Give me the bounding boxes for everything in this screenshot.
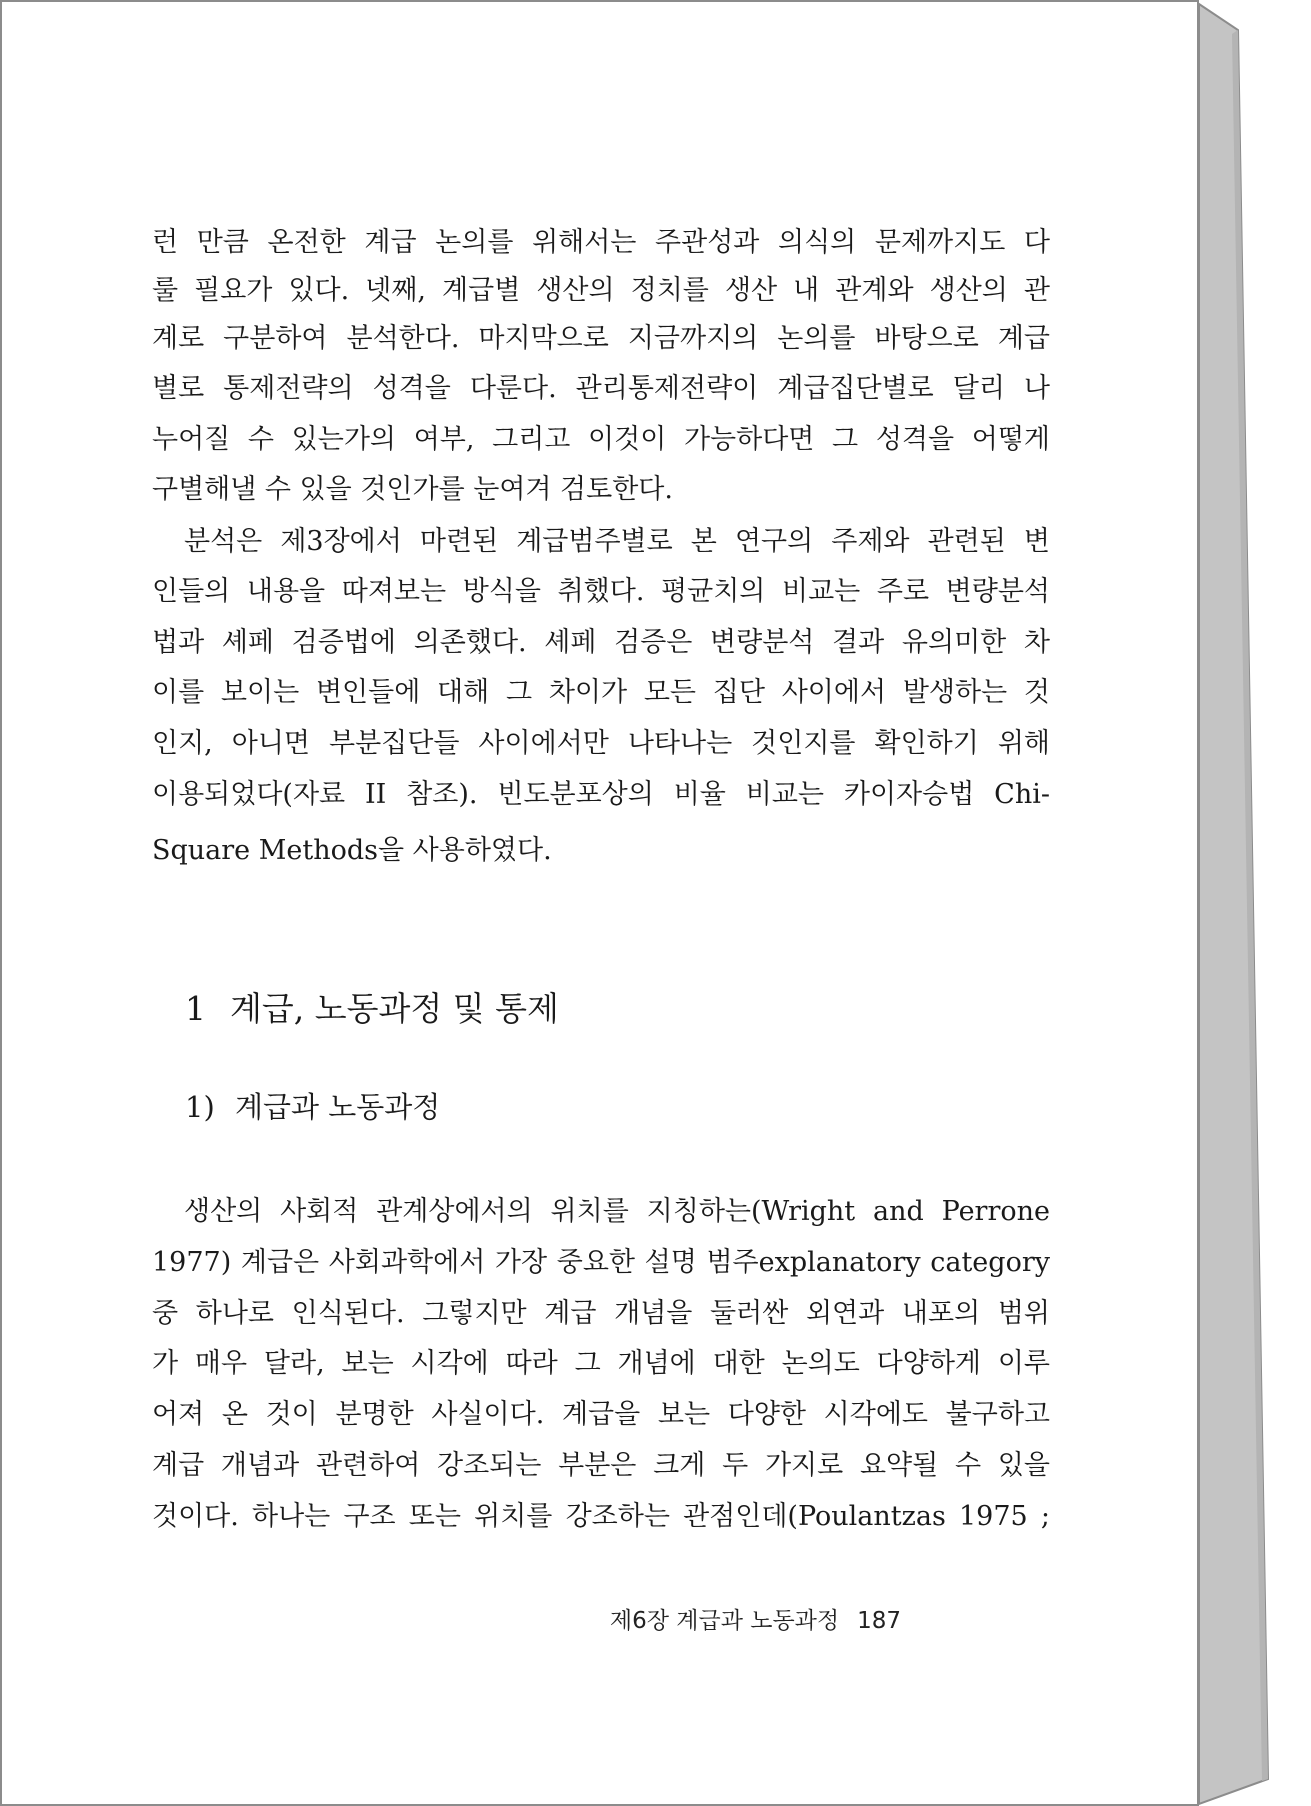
text-line: 가 매우 달라, 보는 시각에 따라 그 개념에 대한 논의도 다양하게 이루 (152, 1348, 1050, 1379)
section-heading (185, 987, 559, 1031)
page-footer (610, 1606, 901, 1636)
subsection-number: 1) (185, 1090, 215, 1124)
subsection-heading (185, 1087, 440, 1127)
text-line: 구별해낼 수 있을 것인가를 눈여겨 검토한다. (152, 474, 673, 505)
text-line: 1977) 계급은 사회과학에서 가장 중요한 설명 범주explanatory category (152, 1247, 1050, 1278)
text-line: 누어질 수 있는가의 여부, 그리고 이것이 가능하다면 그 성격을 어떻게 (152, 424, 1050, 455)
text-line: 런 만큼 온전한 계급 논의를 위해서는 주관성과 의식의 문제까지도 다 (152, 227, 1050, 258)
running-chapter-title: 제6장 계급과 노동과정 (609, 1608, 840, 1634)
text-line: 계로 구분하여 분석한다. 마지막으로 지금까지의 논의를 바탕으로 계급 (152, 323, 1050, 354)
text-line: 계급 개념과 관련하여 강조되는 부분은 크게 두 가지로 요약될 수 있을 (152, 1450, 1050, 1481)
text-line: 생산의 사회적 관계상에서의 위치를 지칭하는(Wright and Perrone (184, 1196, 1050, 1227)
page-number: 187 (857, 1608, 901, 1634)
text-line: 이용되었다(자료 II 참조). 빈도분포상의 비율 비교는 카이자승법 Chi- (152, 779, 1050, 810)
text-line: 인지, 아니면 부분집단들 사이에서만 나타나는 것인지를 확인하기 위해 (152, 728, 1050, 759)
text-line: 분석은 제3장에서 마련된 계급범주별로 본 연구의 주제와 관련된 변 (184, 526, 1050, 557)
text-line: 별로 통제전략의 성격을 다룬다. 관리통제전략이 계급집단별로 달리 나 (152, 373, 1050, 404)
text-line: 룰 필요가 있다. 넷째, 계급별 생산의 정치를 생산 내 관계와 생산의 관 (152, 275, 1050, 306)
text-line: 이를 보이는 변인들에 대해 그 차이가 모든 집단 사이에서 발생하는 것 (152, 677, 1050, 708)
text-line: Square Methods을 사용하였다. (152, 835, 552, 866)
section-title: 계급, 노동과정 및 통제 (230, 989, 559, 1028)
section-number: 1 (185, 989, 206, 1028)
text-line: 법과 셰페 검증법에 의존했다. 셰페 검증은 변량분석 결과 유의미한 차 (152, 627, 1050, 658)
subsection-title: 계급과 노동과정 (235, 1090, 441, 1124)
text-line: 중 하나로 인식된다. 그렇지만 계급 개념을 둘러싼 외연과 내포의 범위 (152, 1298, 1050, 1329)
text-line: 인들의 내용을 따져보는 방식을 취했다. 평균치의 비교는 주로 변량분석 (152, 576, 1050, 607)
text-line: 어져 온 것이 분명한 사실이다. 계급을 보는 다양한 시각에도 불구하고 (152, 1399, 1050, 1430)
text-line: 것이다. 하나는 구조 또는 위치를 강조하는 관점인데(Poulantzas 1975 ; (152, 1501, 1050, 1532)
